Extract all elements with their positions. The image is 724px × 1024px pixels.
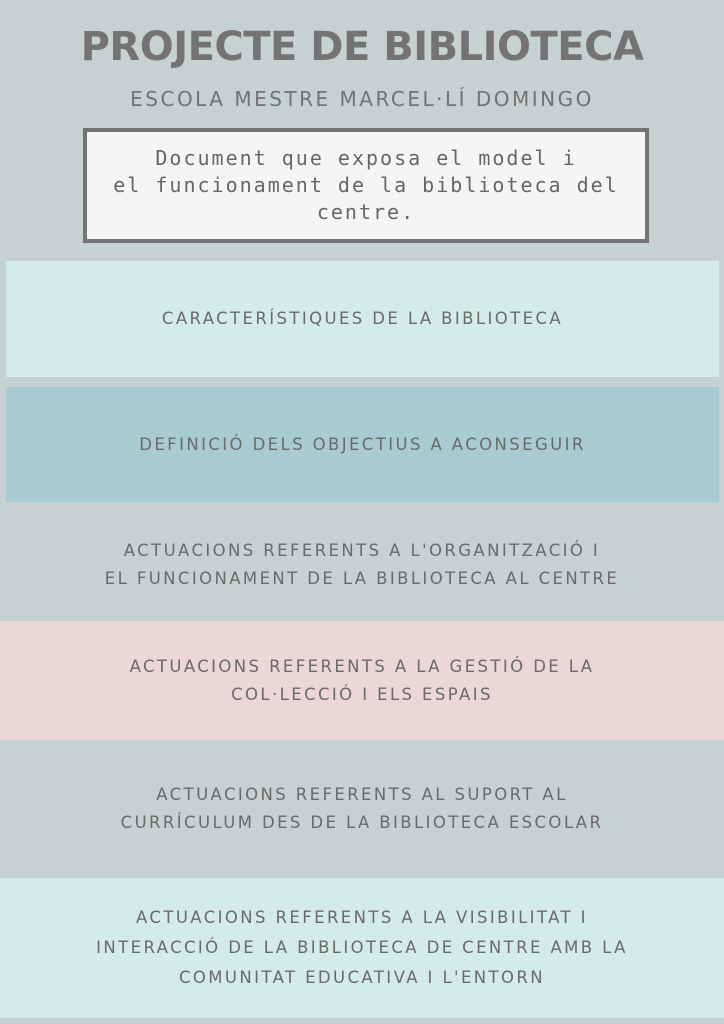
section-label <box>152 305 573 333</box>
section-line: CURRÍCULUM DES DE LA BIBLIOTECA ESCOLAR <box>120 813 604 832</box>
section-line: CARACTERÍSTIQUES DE LA BIBLIOTECA <box>161 309 564 328</box>
section-caracteristiques <box>6 261 719 377</box>
section-gestio-colleccio <box>0 621 724 740</box>
intro-line: centre. <box>316 200 416 224</box>
section-label <box>111 781 614 837</box>
section-label <box>129 431 596 459</box>
page-subtitle: ESCOLA MESTRE MARCEL·LÍ DOMINGO <box>130 87 594 111</box>
section-line: ACTUACIONS REFERENTS A LA VISIBILITAT I <box>136 908 588 927</box>
page-title: PROJECTE DE BIBLIOTECA <box>80 24 644 70</box>
intro-line: Document que exposa el model i <box>155 146 577 170</box>
section-line: EL FUNCIONAMENT DE LA BIBLIOTECA AL CENTRE <box>104 568 620 588</box>
section-suport-curriculum <box>0 740 724 878</box>
section-line: ACTUACIONS REFERENTS A LA GESTIÓ DE LA <box>129 656 595 676</box>
section-line: DEFINICIÓ DELS OBJECTIUS A ACONSEGUIR <box>139 434 586 454</box>
section-label <box>95 537 629 593</box>
section-line: ACTUACIONS REFERENTS AL SUPORT AL <box>156 785 568 804</box>
intro-text <box>99 145 632 226</box>
section-label <box>120 653 605 709</box>
section-visibilitat <box>0 878 724 1018</box>
intro-line: el funcionament de la biblioteca del <box>113 173 619 197</box>
section-line: COMUNITAT EDUCATIVA I L'ENTORN <box>178 968 546 987</box>
intro-box <box>83 128 649 243</box>
section-organitzacio <box>0 508 724 621</box>
section-line: ACTUACIONS REFERENTS A L'ORGANITZACIÓ I <box>123 540 601 560</box>
section-line: INTERACCIÓ DE LA BIBLIOTECA DE CENTRE AMB LA <box>96 938 628 957</box>
section-line: COL·LECCIÓ I ELS ESPAIS <box>231 684 493 704</box>
section-label <box>86 903 638 993</box>
section-objectius <box>6 387 719 502</box>
